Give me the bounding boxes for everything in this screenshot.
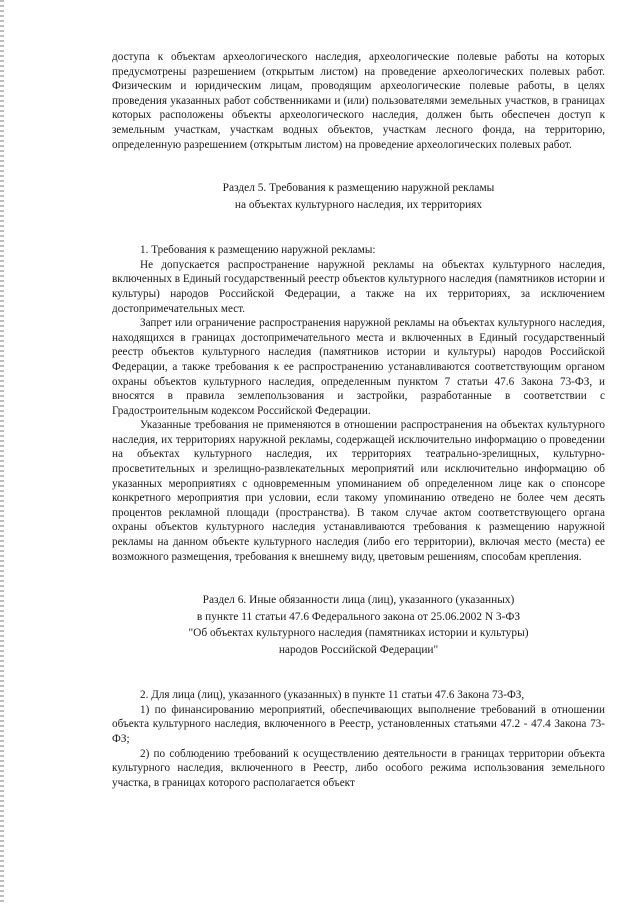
section-5-heading — [112, 180, 605, 213]
section-5-title-line-1: Раздел 5. Требования к размещению наружной рекламы — [222, 182, 495, 195]
scan-edge-artifact — [0, 0, 4, 905]
section-6-title-line-2: в пункте 11 статьи 47.6 Федерального закона от 25.06.2002 N 3-ФЗ — [196, 610, 521, 623]
intro-paragraph: доступа к объектам археологического наследия, археологические полевые работы на которых предусмотрены разрешением (открытым листом) на проведение археологических полевых работ. Физическим и юридическим лицам, проводящим археологические полевые работы, в целях проведения указанных работ собственниками и (или) пользователями земельных участков, в границах которых расположены объекты археологического наследия, должен быть обеспечен доступ к земельным участкам, участкам водных объектов, участкам лесного фонда, на территорию, определенную разрешением (открытым листом) на проведение археологических полевых работ. — [112, 51, 605, 151]
document-page — [112, 50, 605, 790]
section-5-title-line-2: на объектах культурного наследия, их территориях — [234, 198, 483, 211]
section-6-title-line-4: народов Российской Федерации" — [278, 643, 439, 656]
section-6-title-line-1: Раздел 6. Иные обязанности лица (лиц), указанного (указанных) — [202, 594, 515, 607]
section-6-heading — [112, 592, 605, 658]
section-6-subitem-1: 1) по финансированию мероприятий, обеспечивающих выполнение требований в отношении объекта культурного наследия, включенного в Реестр, установленных статьями 47.2 - 47.4 Закона 73-ФЗ; — [112, 703, 605, 745]
section-5-paragraph-3: Указанные требования не применяются в отношении распространения на объектах культурного наследия, их территориях наружной рекламы, содержащей исключительно информацию о проведении на объектах культурного наследия, их территориях театрально-зрелищных, культурно-просветительных и зрелищно-развлекательных мероприятий или исключительно информацию об указанных мероприятиях с одновременным упоминанием об определенном лице как о спонсоре конкретного мероприятия при условии, если такому упоминанию отведено не более чем десять процентов рекламной площади (пространства). В таком случае актом соответствующего органа охраны объектов культурного наследия устанавливаются требования к размещению наружной рекламы на данном объекте культурного наследия (либо его территории), включая место (места) ее возможного размещения, требования к внешнему виду, цветовым решениям, способам крепления. — [112, 419, 605, 563]
section-6-subitem-2: 2) по соблюдению требований к осуществлению деятельности в границах территории объекта культурного наследия, включенного в Реестр, либо особого режима использования земельного участка, в границах которого располагается объект — [112, 747, 605, 789]
section-6-title-line-3: "Об объектах культурного наследия (памятниках истории и культуры) — [188, 627, 529, 640]
section-6-item-2-heading: 2. Для лица (лиц), указанного (указанных) в пункте 11 статьи 47.6 Закона 73-ФЗ, — [140, 689, 525, 702]
section-5-paragraph-1: Не допускается распространение наружной рекламы на объектах культурного наследия, включенных в Единый государственный реестр объектов культурного наследия (памятников истории и культуры) народов Российской Федерации, а также на их территориях, за исключением достопримечательных мест. — [112, 258, 605, 315]
section-5-paragraph-2: Запрет или ограничение распространения наружной рекламы на объектах культурного наследия, находящихся в границах достопримечательного места и включенных в Единый государственный реестр объектов культурного наследия (памятников истории и культуры) народов Российской Федерации, а также требования к ее распространению устанавливаются соответствующим органом охраны объектов культурного наследия, определенным пунктом 7 статьи 47.6 Закона 73-ФЗ, и вносятся в правила землепользования и застройки, разработанные в соответствии с Градостроительным кодексом Российской Федерации. — [112, 317, 605, 417]
section-5-item-1-heading: 1. Требования к размещению наружной рекламы: — [140, 244, 376, 257]
